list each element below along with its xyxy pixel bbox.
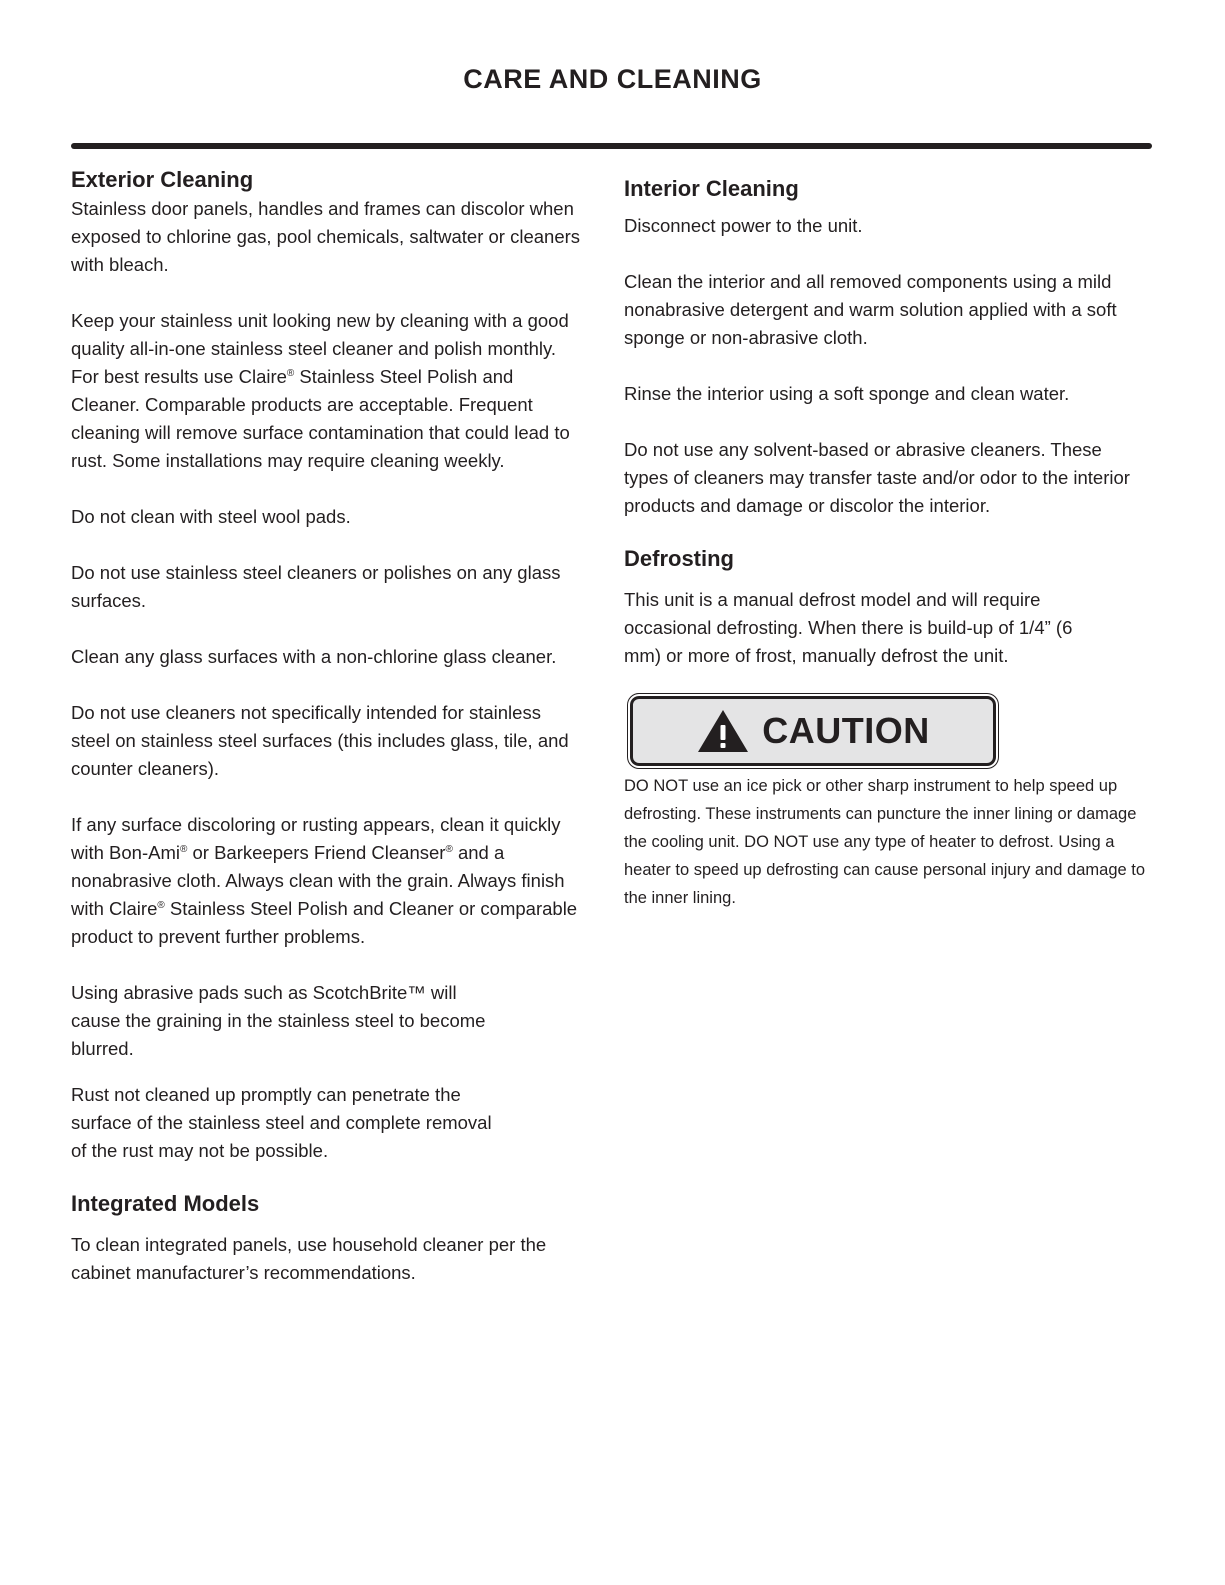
- defrosting-heading: Defrosting: [624, 546, 734, 571]
- registered-mark: ®: [157, 900, 165, 911]
- exterior-cleaning-heading: Exterior Cleaning: [71, 167, 254, 192]
- registered-mark: ®: [179, 844, 188, 855]
- title-divider: [71, 143, 1152, 149]
- right-column: [624, 174, 1164, 912]
- registered-mark: ®: [445, 844, 453, 855]
- caution-label: [630, 696, 996, 766]
- exterior-paragraph-9: Rust not cleaned up promptly can penetrate the surface of the stainless steel and complete removal of the rust may not be possible.: [71, 1084, 492, 1161]
- exterior-paragraph-8: Using abrasive pads such as ScotchBrite™ will cause the graining in the stainless steel to become blurred.: [71, 982, 486, 1059]
- exterior-paragraph-6: Do not use cleaners not specifically intended for stainless steel on stainless steel surfaces (this includes glass, tile, and counter cleaners).: [71, 702, 569, 779]
- left-column: [71, 165, 601, 1287]
- caution-text: DO NOT use an ice pick or other sharp instrument to help speed up defrosting. These instruments can puncture the inner lining or damage the cooling unit. DO NOT use any type of heater to defrost. Using a heater to speed up defrosting can cause personal injury and damage to the inner lining.: [624, 777, 1146, 907]
- exterior-paragraph-5: Clean any glass surfaces with a non-chlorine glass cleaner.: [71, 646, 557, 667]
- exterior-paragraph-3: Do not clean with steel wool pads.: [71, 506, 351, 527]
- interior-paragraph-4: Do not use any solvent-based or abrasive cleaners. These types of cleaners may transfer taste and/or odor to the interior products and damage or discolor the interior.: [624, 439, 1130, 516]
- interior-paragraph-3: Rinse the interior using a soft sponge and clean water.: [624, 383, 1070, 404]
- defrosting-paragraph-1: This unit is a manual defrost model and will require occasional defrosting. When there is build-up of 1/4” (6 mm) or more of frost, manually defrost the unit.: [624, 589, 1073, 666]
- warning-triangle-icon: [696, 708, 750, 754]
- interior-paragraph-1: Disconnect power to the unit.: [624, 215, 863, 236]
- interior-paragraph-2: Clean the interior and all removed components using a mild nonabrasive detergent and warm solution applied with a soft sponge or non-abrasive cloth.: [624, 271, 1117, 348]
- exterior-paragraph-4: Do not use stainless steel cleaners or polishes on any glass surfaces.: [71, 562, 561, 611]
- page-title: CARE AND CLEANING: [463, 64, 762, 94]
- integrated-models-heading: Integrated Models: [71, 1191, 260, 1216]
- registered-mark: ®: [286, 368, 295, 379]
- exterior-paragraph-2: Keep your stainless unit looking new by cleaning with a good quality all-in-one stainless steel cleaner and polish monthly. For best results use Claire® Stainless Steel Polish and Cleaner. Comparable products are acceptable. Frequent cleaning will remove surface contamination that could lead to rust. Some installations may require cleaning weekly.: [71, 310, 570, 471]
- exterior-paragraph-1: Stainless door panels, handles and frames can discolor when exposed to chlorine gas, pool chemicals, saltwater or cleaners with bleach.: [71, 198, 581, 275]
- caution-word: CAUTION: [762, 710, 930, 751]
- interior-cleaning-heading: Interior Cleaning: [624, 176, 799, 201]
- integrated-paragraph-1: To clean integrated panels, use household cleaner per the cabinet manufacturer’s recommendations.: [71, 1234, 547, 1283]
- exterior-paragraph-7: If any surface discoloring or rusting appears, clean it quickly with Bon-Ami® or Barkeepers Friend Cleanser® and a nonabrasive cloth. Always clean with the grain. Always finish with Claire® Stainless Steel Polish and Cleaner or comparable product to prevent further problems.: [71, 814, 578, 947]
